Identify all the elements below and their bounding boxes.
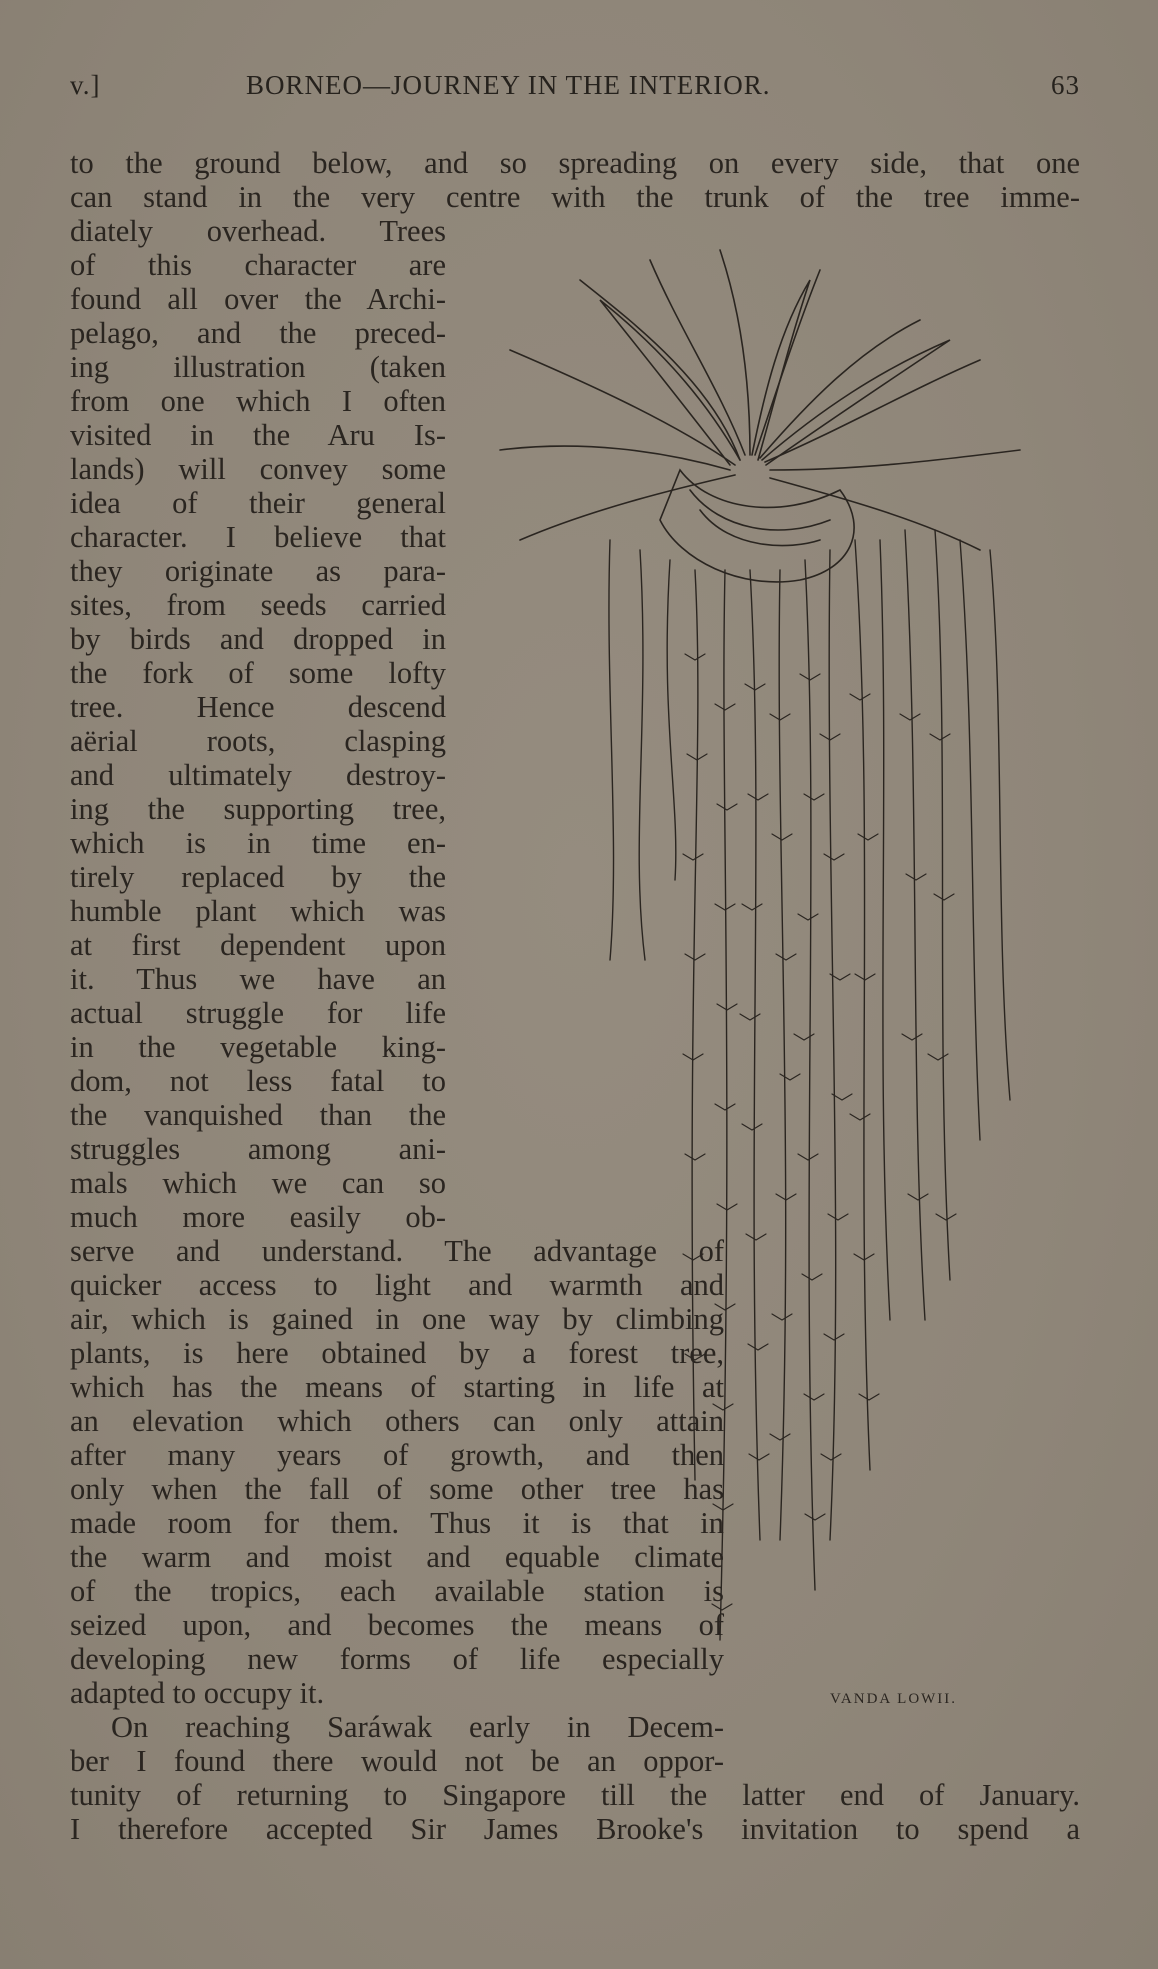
- text-line: adapted to occupy it.: [70, 1676, 325, 1710]
- text-line: visited in the Aru Is-: [70, 418, 446, 452]
- orchid-illustration: [480, 240, 1100, 1680]
- text-line: quicker access to light and warmth and: [70, 1268, 724, 1302]
- chapter-marker: v.]: [70, 70, 101, 100]
- text-line: only when the fall of some other tree has: [70, 1472, 724, 1506]
- text-line: much more easily ob-: [70, 1200, 446, 1234]
- figure-caption: VANDA LOWII.: [830, 1691, 958, 1707]
- text-line: of this character are: [70, 248, 446, 282]
- text-line: an elevation which others can only attain: [70, 1404, 724, 1438]
- text-line: I therefore accepted Sir James Brooke's invitation to spend a: [70, 1812, 1080, 1846]
- running-header: [70, 70, 1080, 110]
- text-line: idea of their general: [70, 486, 446, 520]
- text-line: tree. Hence descend: [70, 690, 446, 724]
- text-line: which has the means of starting in life at: [70, 1370, 724, 1404]
- text-line: pelago, and the preced-: [70, 316, 446, 350]
- text-line: humble plant which was: [70, 894, 446, 928]
- text-line: tunity of returning to Singapore till the latter end of January.: [70, 1778, 1080, 1812]
- text-line: of the tropics, each available station is: [70, 1574, 724, 1608]
- text-line: lands) will convey some: [70, 452, 446, 486]
- text-line: can stand in the very centre with the trunk of the tree imme-: [70, 180, 1080, 214]
- text-line: tirely replaced by the: [70, 860, 446, 894]
- text-line: ber I found there would not be an oppor-: [70, 1744, 724, 1778]
- text-line: struggles among ani-: [70, 1132, 446, 1166]
- text-line: the warm and moist and equable climate: [70, 1540, 724, 1574]
- text-line: air, which is gained in one way by climbing: [70, 1302, 724, 1336]
- running-title: BORNEO—JOURNEY IN THE INTERIOR.: [246, 70, 771, 100]
- text-line: sites, from seeds carried: [70, 588, 446, 622]
- text-line: by birds and dropped in: [70, 622, 446, 656]
- text-line: and ultimately destroy-: [70, 758, 446, 792]
- text-line: seized upon, and becomes the means of: [70, 1608, 724, 1642]
- text-line: they originate as para-: [70, 554, 446, 588]
- text-line: the vanquished than the: [70, 1098, 446, 1132]
- text-line: dom, not less fatal to: [70, 1064, 446, 1098]
- text-line: from one which I often: [70, 384, 446, 418]
- text-line: the fork of some lofty: [70, 656, 446, 690]
- text-line: mals which we can so: [70, 1166, 446, 1200]
- text-line: plants, is here obtained by a forest tree,: [70, 1336, 724, 1370]
- text-line: developing new forms of life especially: [70, 1642, 724, 1676]
- text-line: diately overhead. Trees: [70, 214, 446, 248]
- text-line: ing the supporting tree,: [70, 792, 446, 826]
- text-line: ing illustration (taken: [70, 350, 446, 384]
- text-line: in the vegetable king-: [70, 1030, 446, 1064]
- text-line: aërial roots, clasping: [70, 724, 446, 758]
- text-line: actual struggle for life: [70, 996, 446, 1030]
- text-line: after many years of growth, and then: [70, 1438, 724, 1472]
- text-line: at first dependent upon: [70, 928, 446, 962]
- text-line: it. Thus we have an: [70, 962, 446, 996]
- text-line: made room for them. Thus it is that in: [70, 1506, 724, 1540]
- orchid-icon: [480, 240, 1100, 1680]
- text-line: to the ground below, and so spreading on every side, that one: [70, 146, 1080, 180]
- text-line: found all over the Archi-: [70, 282, 446, 316]
- text-line: serve and understand. The advantage of: [70, 1234, 724, 1268]
- text-line: which is in time en-: [70, 826, 446, 860]
- text-line: character. I believe that: [70, 520, 446, 554]
- text-line: On reaching Saráwak early in Decem-: [111, 1710, 724, 1744]
- page-number: 63: [1051, 70, 1080, 100]
